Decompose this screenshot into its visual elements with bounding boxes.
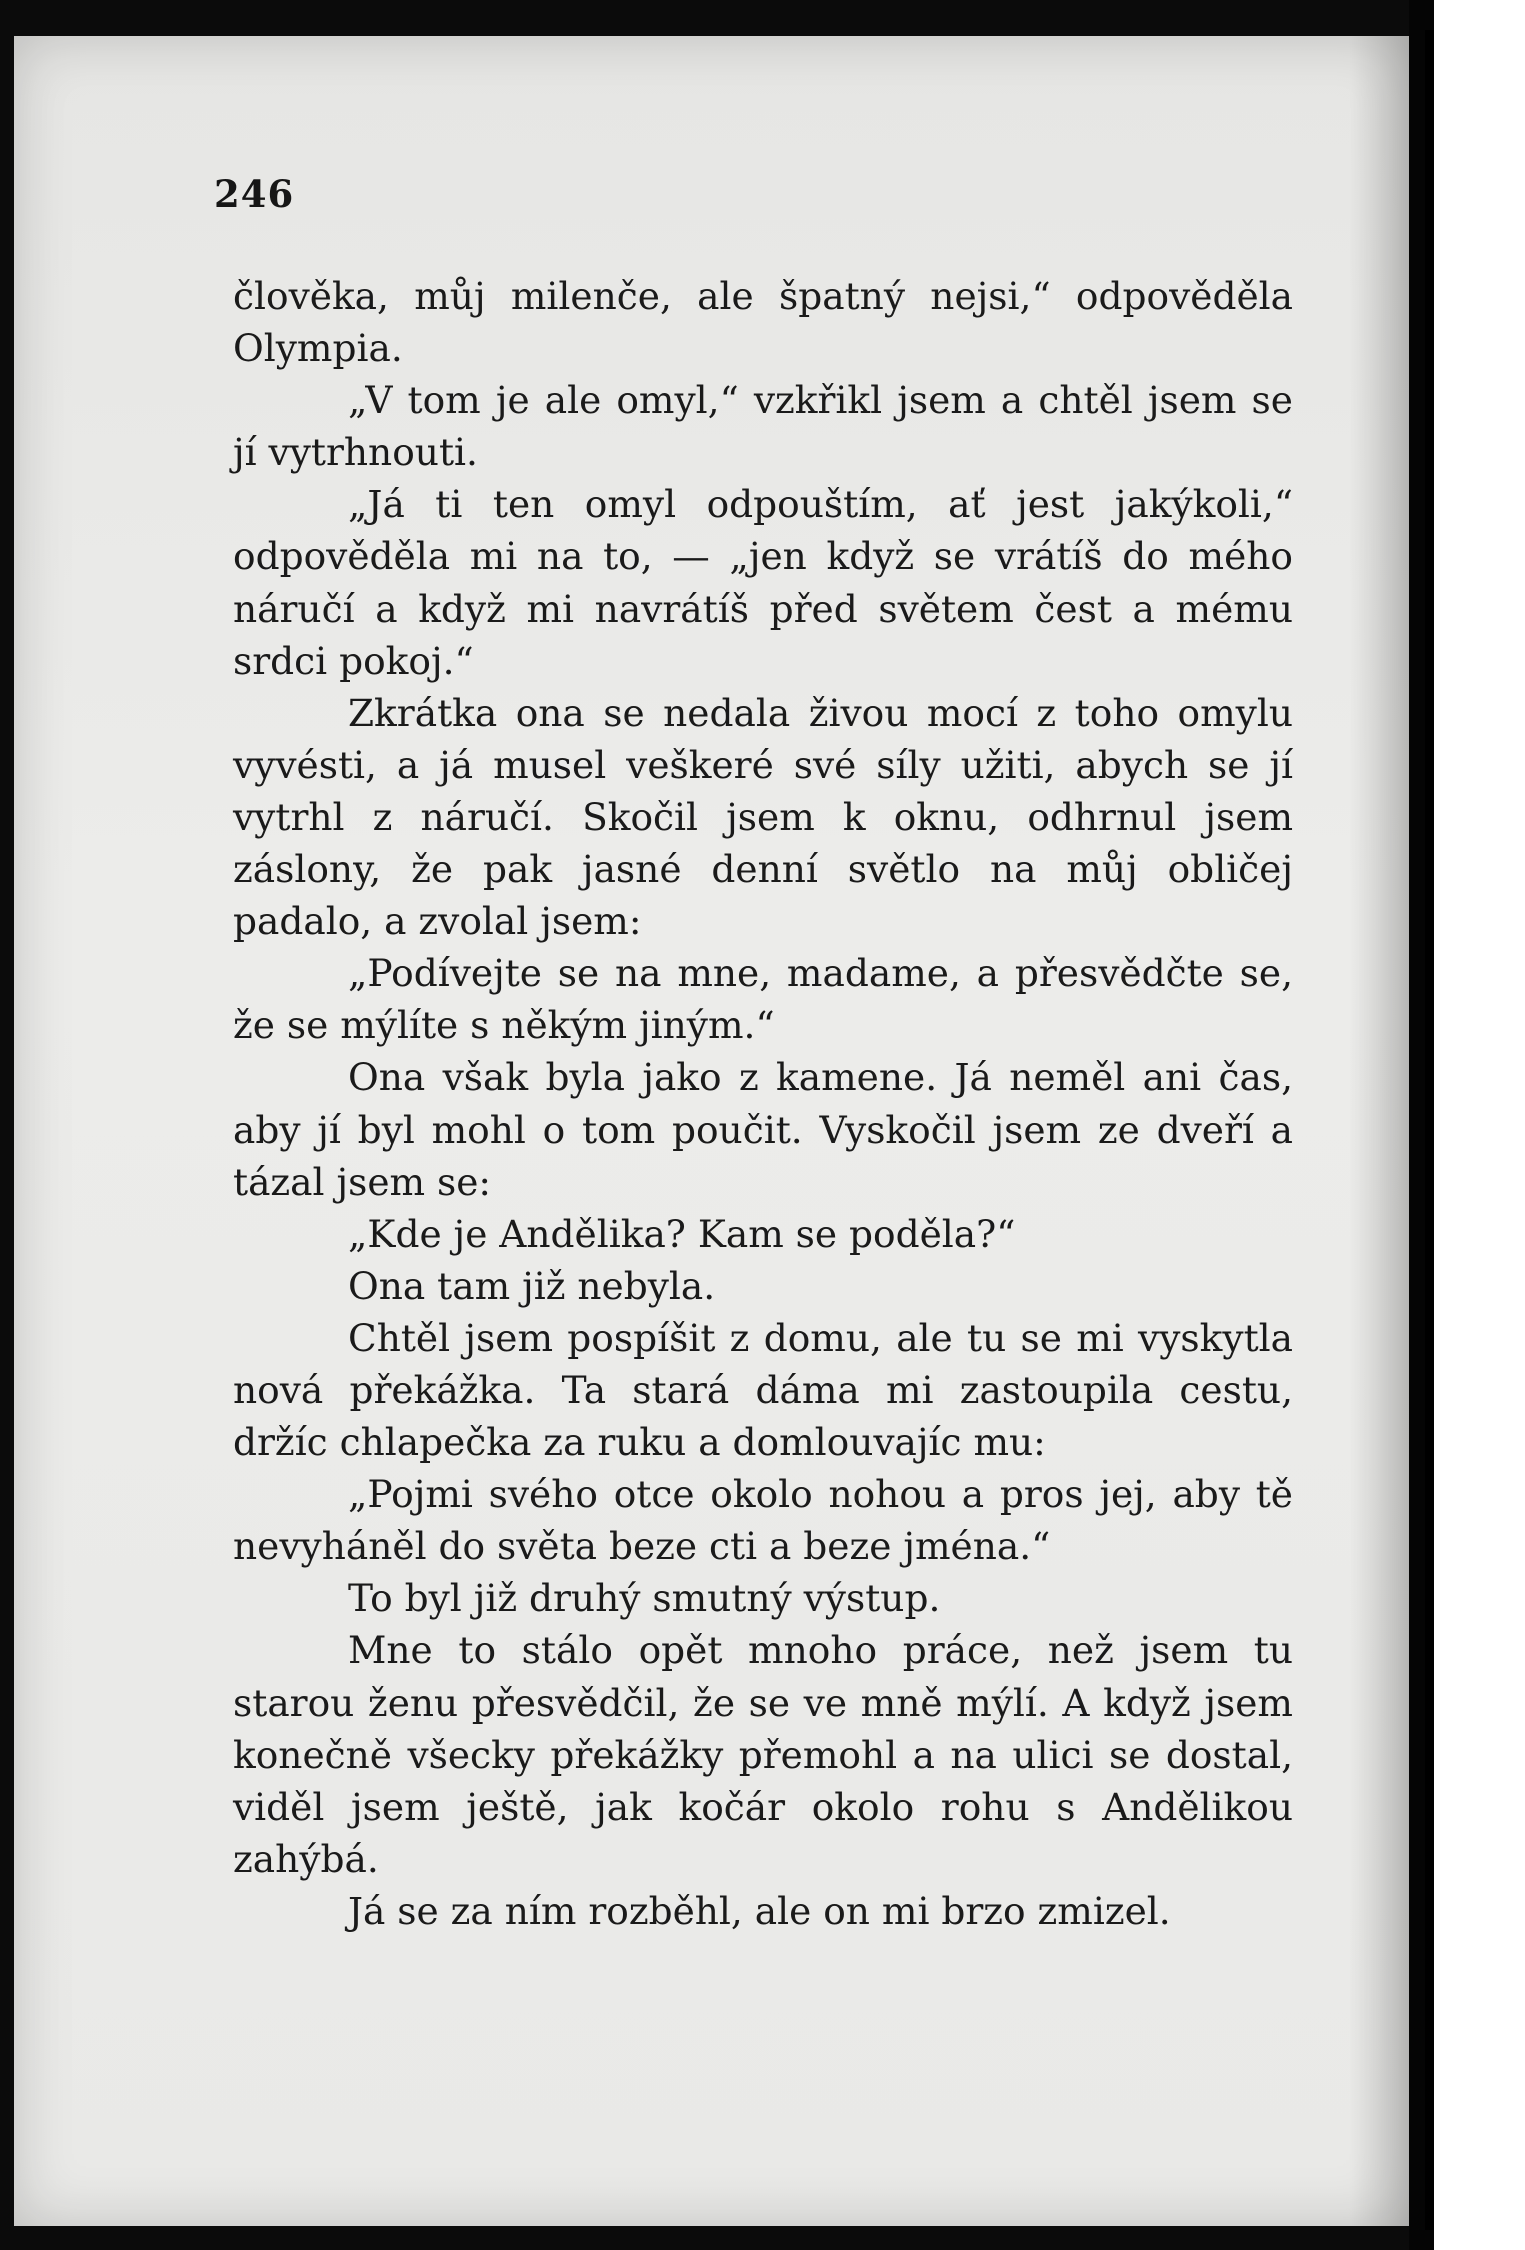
paragraph: To byl již druhý smutný výstup.: [348, 1576, 941, 1621]
paragraph: Zkrátka ona se nedala živou mocí z toho omylu vyvésti, a já musel veškeré své síly užiti, abych se jí vytrhl z náručí. Skočil jsem k oknu, odhrnul jsem záslony, že pak jasné denní světlo na můj obličej padalo, a zvolal jsem:: [233, 690, 1293, 944]
binding-shadow: [1349, 36, 1409, 2226]
paragraph: „Podívejte se na mne, madame, a přesvědčte se, že se mýlíte s někým jiným.“: [233, 951, 1293, 1048]
paragraph: „Pojmi svého otce okolo nohou a pros jej, aby tě nevyháněl do světa beze cti a beze jména.“: [233, 1472, 1293, 1569]
paragraph: Ona však byla jako z kamene. Já neměl ani čas, aby jí byl mohl o tom poučit. Vyskočil jsem ze dveří a tázal jsem se:: [233, 1055, 1293, 1204]
paragraph: Mne to stálo opět mnoho práce, než jsem tu starou ženu přesvědčil, že se ve mně mýlí. A když jsem konečně všecky překážky přemohl a na ulici se dostal, viděl jsem ještě, jak kočár okolo rohu s Andělikou zahýbá.: [233, 1628, 1293, 1881]
paragraph: Chtěl jsem pospíšit z domu, ale tu se mi vyskytla nová překážka. Ta stará dáma mi zastoupila cestu, držíc chlapečka za ruku a domlouvajíc mu:: [233, 1315, 1293, 1465]
scan-margin: [1434, 0, 1525, 2250]
page-number: 246: [214, 172, 295, 216]
body-text: [233, 270, 1293, 1937]
paragraph: Ona tam již nebyla.: [348, 1263, 716, 1308]
paragraph: „V tom je ale omyl,“ vzkřikl jsem a chtěl jsem se jí vytrhnouti.: [233, 378, 1293, 475]
paragraph: „Kde je Andělika? Kam se poděla?“: [348, 1211, 1016, 1256]
page-edge-rule: [1425, 30, 1434, 2230]
paragraph: „Já ti ten omyl odpouštím, ať jest jakýkoli,“ odpověděla mi na to, — „jen když se vrátíš do mého náručí a když mi navrátíš před světem čest a mému srdci pokoj.“: [233, 482, 1293, 683]
paragraph: Já se za ním rozběhl, ale on mi brzo zmizel.: [348, 1888, 1171, 1933]
paragraph: člověka, můj milenče, ale špatný nejsi,“ odpověděla Olympia.: [233, 274, 1293, 371]
